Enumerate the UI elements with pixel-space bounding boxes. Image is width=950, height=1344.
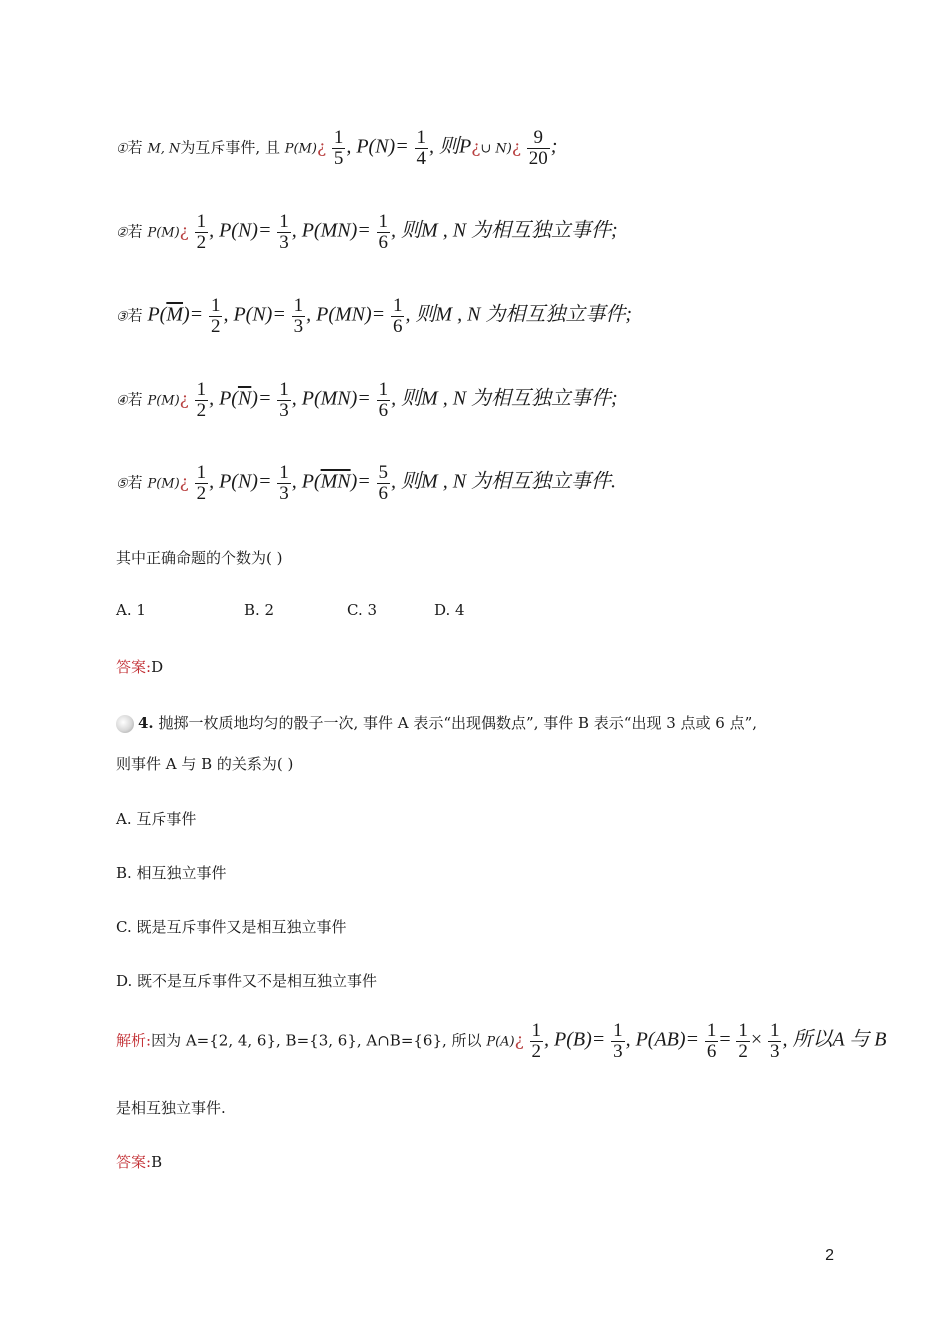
proposition-3: ③若 $P(\overline{M})=$ $\frac{1}{2}$ , P(N)= $\frac{1}{3}$ , P(MN)= $\frac{1}{6}$ , 则M , N 为相互独立事件; xyxy=(116,295,633,337)
fraction: $\frac{9}{20}$ xyxy=(528,127,548,169)
q3-stem: 其中正确命题的个数为( ) xyxy=(116,549,283,567)
q4-answer xyxy=(116,1151,162,1172)
q4-option-a: A. 互斥事件 xyxy=(116,810,197,828)
option-a: A. 1 xyxy=(116,601,146,619)
option-b: B. 2 xyxy=(244,601,275,619)
page-number: 2 xyxy=(825,1247,834,1264)
fraction: $\frac{1}{2}$ xyxy=(210,295,221,337)
fraction: $\frac{1}{6}$ xyxy=(378,211,389,253)
q4-analysis: 解析:因为 A={2, 4, 6}, B={3, 6}, A∩B={6}, 所以 P(A)¿ $\frac{1}{2}$ , P(B)= $\frac{1}{3}$ , P(AB)= $\frac{1}{6}$ = $\frac{1}{2}$ × $\frac{1}{3}$ , 所以A 与 B xyxy=(116,1020,887,1062)
fraction: $\frac{1}{3}$ xyxy=(279,462,289,504)
proposition-2: ②若 P(M)¿ $\frac{1}{2}$ , P(N)= $\frac{1}{3}$ , P(MN)= $\frac{1}{6}$ , 则M , N 为相互独立事件; xyxy=(116,211,618,253)
q4-stem-line1: 4. 抛掷一枚质地均匀的骰子一次, 事件 A 表示“出现偶数点”, 事件 B 表示“出现 3 点或 6 点”, xyxy=(116,712,757,733)
fraction: $\frac{1}{3}$ xyxy=(293,295,304,337)
fraction: $\frac{1}{2}$ xyxy=(196,379,207,421)
answer-label: 答案: xyxy=(116,658,152,676)
q4-option-c: C. 既是互斥事件又是相互独立事件 xyxy=(116,918,347,936)
fraction: $\frac{1}{3}$ xyxy=(769,1020,780,1062)
option-d: D. 4 xyxy=(434,601,465,619)
fraction: $\frac{1}{5}$ xyxy=(333,127,344,169)
fraction: $\frac{5}{6}$ xyxy=(378,462,389,504)
answer-value: B xyxy=(151,1153,163,1171)
fraction: $\frac{1}{6}$ xyxy=(706,1020,717,1062)
fraction: $\frac{1}{3}$ xyxy=(279,379,289,421)
fraction: $\frac{1}{3}$ xyxy=(279,211,289,253)
fraction: $\frac{1}{2}$ xyxy=(196,211,207,253)
fraction: $\frac{1}{3}$ xyxy=(613,1020,623,1062)
proposition-4: ④若 P(M)¿ $\frac{1}{2}$ , $P(\overline{N})=$ $\frac{1}{3}$ , P(MN)= $\frac{1}{6}$ , 则M , N 为相互独立事件; xyxy=(116,379,618,421)
proposition-5: ⑤若 P(M)¿ $\frac{1}{2}$ , P(N)= $\frac{1}{3}$ , $P(\overline{MN})=$ $\frac{5}{6}$ , 则M , N 为相互独立事件. xyxy=(116,462,617,504)
answer-value: D xyxy=(151,658,164,676)
answer-label: 答案: xyxy=(116,1153,152,1171)
fraction: $\frac{1}{4}$ xyxy=(416,127,426,169)
q4-option-d: D. 既不是互斥事件又不是相互独立事件 xyxy=(116,972,378,990)
q3-answer xyxy=(116,656,163,677)
q4-stem-line2: 则事件 A 与 B 的关系为( ) xyxy=(116,755,294,773)
question-number: 4. xyxy=(138,714,154,732)
proposition-1: ①若 M, N为互斥事件, 且 P(M)¿ $\frac{1}{5}$ , P(N)= $\frac{1}{4}$ , 则P¿∪ N)¿ $\frac{9}{20}$ ; xyxy=(116,127,558,169)
q4-option-b: B. 相互独立事件 xyxy=(116,864,227,882)
q4-analysis-line2: 是相互独立事件. xyxy=(116,1099,226,1117)
analysis-label: 解析: xyxy=(116,1031,152,1050)
fraction: $\frac{1}{2}$ xyxy=(531,1020,542,1062)
fraction: $\frac{1}{2}$ xyxy=(196,462,207,504)
fraction: $\frac{1}{6}$ xyxy=(392,295,403,337)
fraction: $\frac{1}{2}$ xyxy=(738,1020,748,1062)
circle-marker-icon xyxy=(116,715,134,733)
fraction: $\frac{1}{6}$ xyxy=(378,379,389,421)
option-c: C. 3 xyxy=(347,601,378,619)
